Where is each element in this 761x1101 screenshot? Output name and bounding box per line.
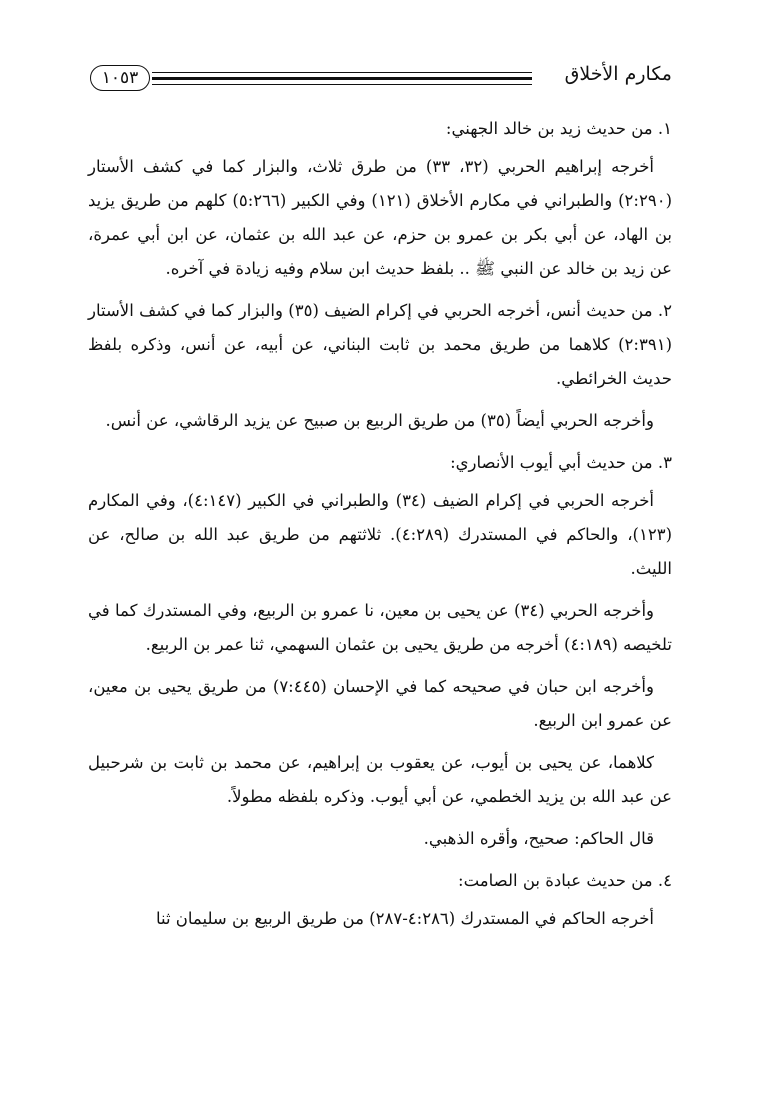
header-rule	[152, 77, 532, 80]
paragraph: كلاهما، عن يحيى بن أيوب، عن يعقوب بن إبراهيم، عن محمد بن ثابت بن شرحبيل عن عبد الله بن يزيد الخطمي، عن أبي أيوب. وذكره بلفظه مطولاً.	[88, 753, 672, 806]
paragraph: وأخرجه الحربي (٣٤) عن يحيى بن معين، نا عمرو بن الربيع، وفي المستدرك كما في تلخيصه (٤:١٨٩) أخرجه من طريق يحيى بن عثمان السهمي، ثنا عمر بن الربيع.	[88, 601, 672, 654]
paragraph: أخرجه الحاكم في المستدرك (٤:٢٨٦-٢٨٧) من طريق الربيع بن سليمان ثنا	[155, 909, 654, 928]
paragraph: ٤. من حديث عبادة بن الصامت:	[458, 871, 672, 890]
header-rule	[152, 72, 532, 73]
body-text	[88, 112, 672, 944]
paragraph: ١. من حديث زيد بن خالد الجهني:	[445, 119, 672, 138]
paragraph: وأخرجه ابن حبان في صحيحه كما في الإحسان (٧:٤٤٥) من طريق يحيى بن معين، عن عمرو ابن الربيع.	[88, 677, 672, 730]
paragraph: أخرجه الحربي في إكرام الضيف (٣٤) والطبراني في الكبير (٤:١٤٧)، وفي المكارم (١٢٣)، والحاكم في المستدرك (٤:٢٨٩). ثلاثتهم من طريق عبد الله بن صالح، عن الليث.	[88, 491, 672, 578]
paragraph: أخرجه إبراهيم الحربي (٣٢، ٣٣) من طرق ثلاث، والبزار كما في كشف الأستار (٢:٢٩٠) والطبراني في مكارم الأخلاق (١٢١) وفي الكبير (٥:٢٦٦) كلهم من طريق يزيد بن الهاد، عن أبي بكر بن عمرو بن حزم، عن عبد الله بن عثمان، عن ابن أبي عمرة، عن زيد بن خالد عن النبي ﷺ .. بلفظ حديث ابن سلام وفيه زيادة في آخره.	[88, 157, 672, 278]
paragraph: ٣. من حديث أبي أيوب الأنصاري:	[450, 453, 672, 472]
paragraph: وأخرجه الحربي أيضاً (٣٥) من طريق الربيع بن صبيح عن يزيد الرقاشي، عن أنس.	[105, 411, 654, 430]
header-rule	[152, 84, 532, 85]
running-title: مكارم الأخلاق	[564, 63, 672, 85]
page-number: ١٠٥٣	[90, 65, 150, 91]
paragraph: قال الحاكم: صحيح، وأقره الذهبي.	[423, 829, 654, 848]
running-header	[90, 56, 672, 96]
paragraph: ٢. من حديث أنس، أخرجه الحربي في إكرام الضيف (٣٥) والبزار كما في كشف الأستار (٢:٣٩١) كلاهما من طريق محمد بن ثابت البناني، عن أبيه، عن أنس، وذكره بلفظ حديث الخرائطي.	[88, 301, 672, 388]
